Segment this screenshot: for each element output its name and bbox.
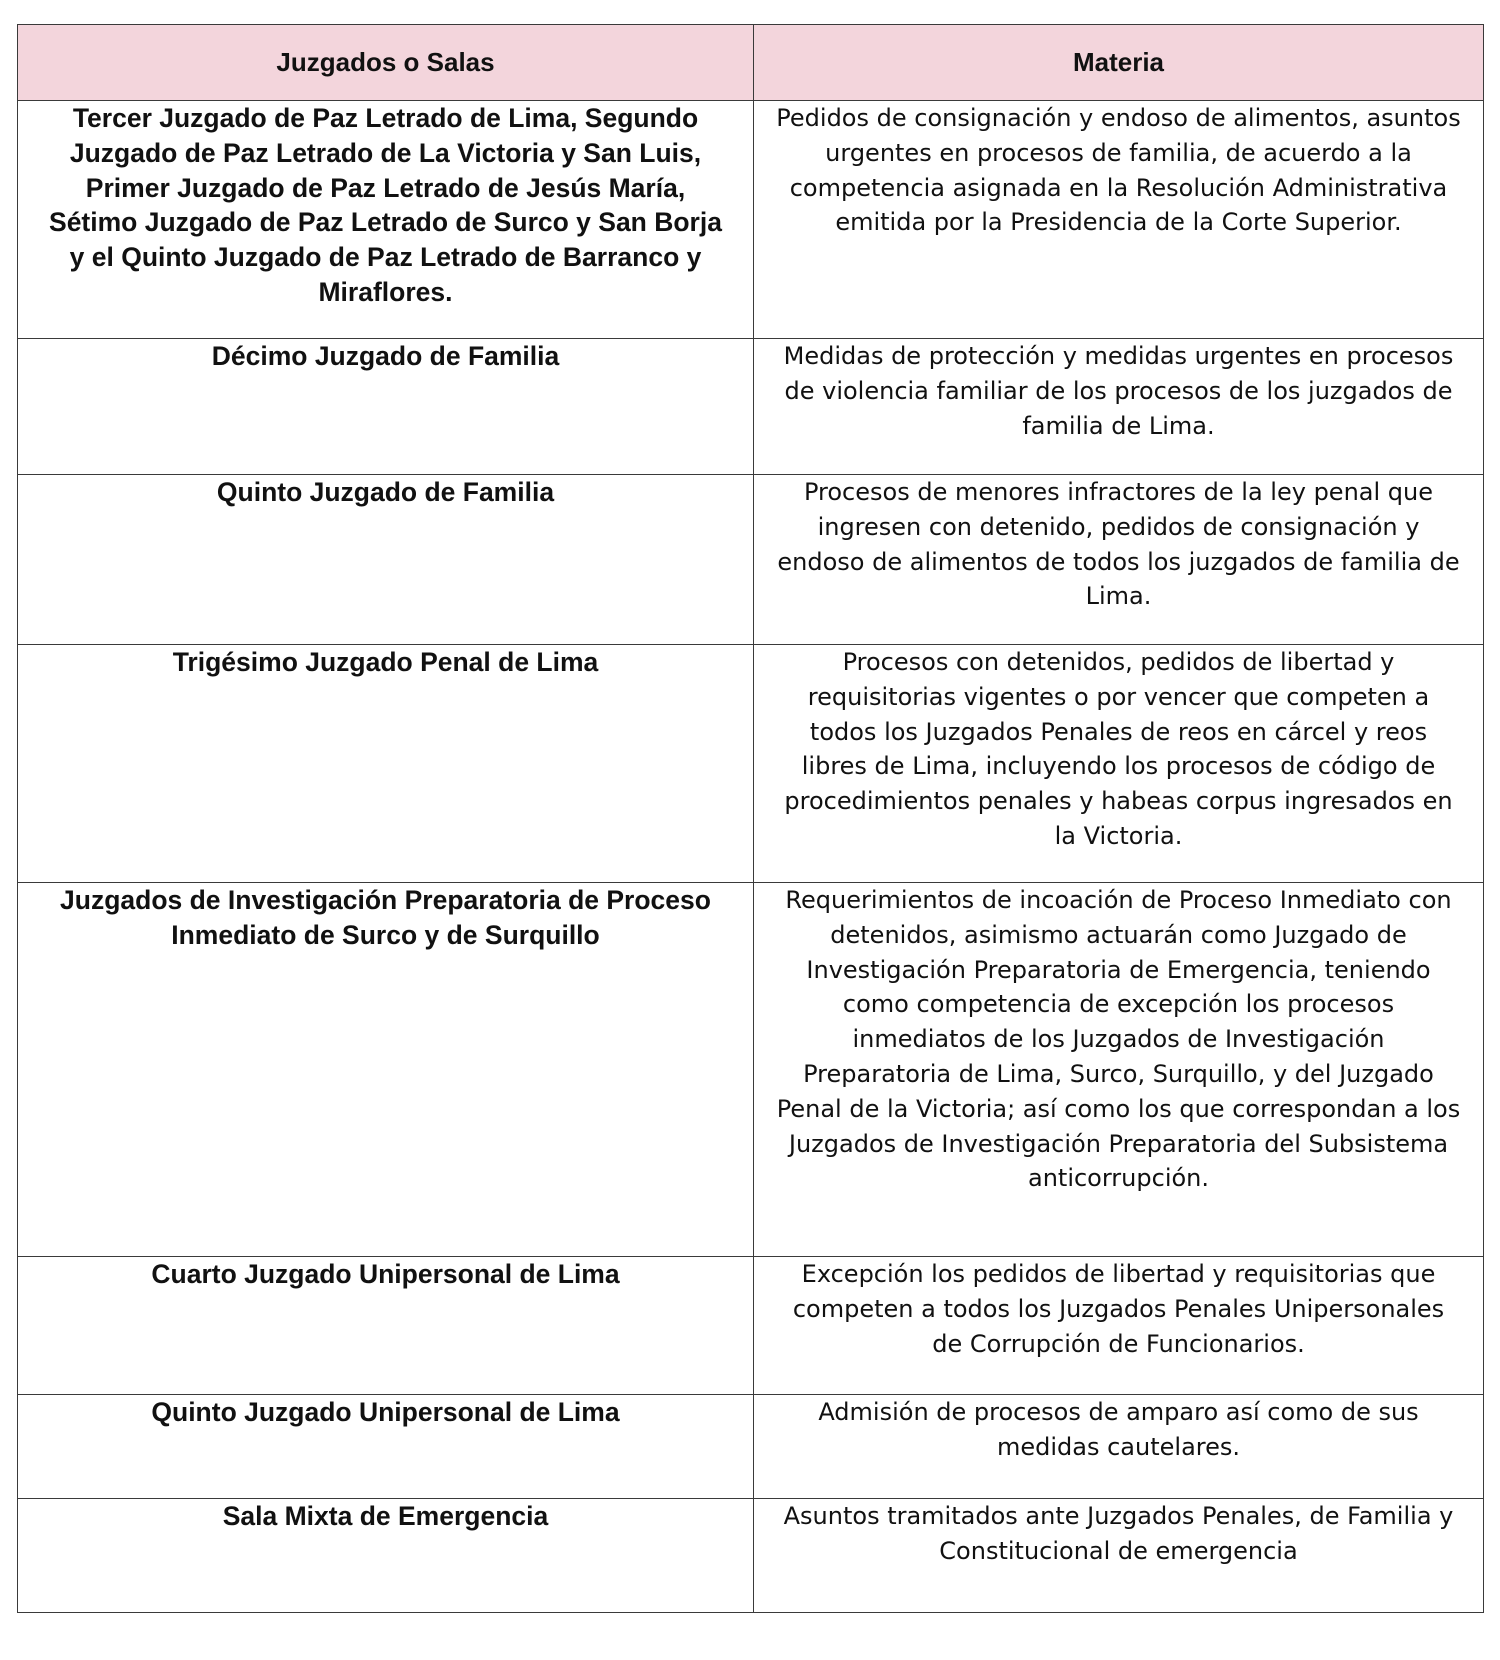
header-row: [18, 25, 1484, 101]
table-row: [18, 883, 1484, 1257]
court-cell: Quinto Juzgado Unipersonal de Lima: [18, 1395, 754, 1499]
subject-cell: Excepción los pedidos de libertad y requisitorias que competen a todos los Juzgados Penales Unipersonales de Corrupción de Funcionarios.: [754, 1257, 1484, 1395]
court-cell: Décimo Juzgado de Familia: [18, 339, 754, 475]
courts-table: [17, 24, 1484, 1613]
subject-cell: Asuntos tramitados ante Juzgados Penales, de Familia y Constitucional de emergencia: [754, 1499, 1484, 1613]
court-cell: Sala Mixta de Emergencia: [18, 1499, 754, 1613]
subject-cell: Admisión de procesos de amparo así como de sus medidas cautelares.: [754, 1395, 1484, 1499]
subject-cell: Procesos con detenidos, pedidos de libertad y requisitorias vigentes o por vencer que competen a todos los Juzgados Penales de reos en cárcel y reos libres de Lima, incluyendo los procesos de código de procedimientos penales y habeas corpus ingresados en la Victoria.: [754, 645, 1484, 883]
court-cell: Trigésimo Juzgado Penal de Lima: [18, 645, 754, 883]
table-body: [18, 101, 1484, 1613]
table-row: [18, 1395, 1484, 1499]
court-cell: Cuarto Juzgado Unipersonal de Lima: [18, 1257, 754, 1395]
court-cell: Juzgados de Investigación Preparatoria de Proceso Inmediato de Surco y de Surquillo: [18, 883, 754, 1257]
subject-cell: Procesos de menores infractores de la ley penal que ingresen con detenido, pedidos de consignación y endoso de alimentos de todos los juzgados de familia de Lima.: [754, 475, 1484, 645]
table-row: [18, 1499, 1484, 1613]
table-row: [18, 475, 1484, 645]
table-header: [18, 25, 1484, 101]
table-row: [18, 339, 1484, 475]
subject-cell: Medidas de protección y medidas urgentes en procesos de violencia familiar de los procesos de los juzgados de familia de Lima.: [754, 339, 1484, 475]
subject-cell: Requerimientos de incoación de Proceso Inmediato con detenidos, asimismo actuarán como Juzgado de Investigación Preparatoria de Emergencia, teniendo como competencia de excepción los procesos inmediatos de los Juzgados de Investigación Preparatoria de Lima, Surco, Surquillo, y del Juzgado Penal de la Victoria; así como los que correspondan a los Juzgados de Investigación Preparatoria del Subsistema anticorrupción.: [754, 883, 1484, 1257]
court-cell: Tercer Juzgado de Paz Letrado de Lima, Segundo Juzgado de Paz Letrado de La Victoria y San Luis, Primer Juzgado de Paz Letrado de Jesús María, Sétimo Juzgado de Paz Letrado de Surco y San Borja y el Quinto Juzgado de Paz Letrado de Barranco y Miraflores.: [18, 101, 754, 339]
column-header-courts: Juzgados o Salas: [18, 25, 754, 101]
column-header-subject: Materia: [754, 25, 1484, 101]
table-row: [18, 645, 1484, 883]
table-row: [18, 101, 1484, 339]
table-row: [18, 1257, 1484, 1395]
subject-cell: Pedidos de consignación y endoso de alimentos, asuntos urgentes en procesos de familia, de acuerdo a la competencia asignada en la Resolución Administrativa emitida por la Presidencia de la Corte Superior.: [754, 101, 1484, 339]
court-cell: Quinto Juzgado de Familia: [18, 475, 754, 645]
